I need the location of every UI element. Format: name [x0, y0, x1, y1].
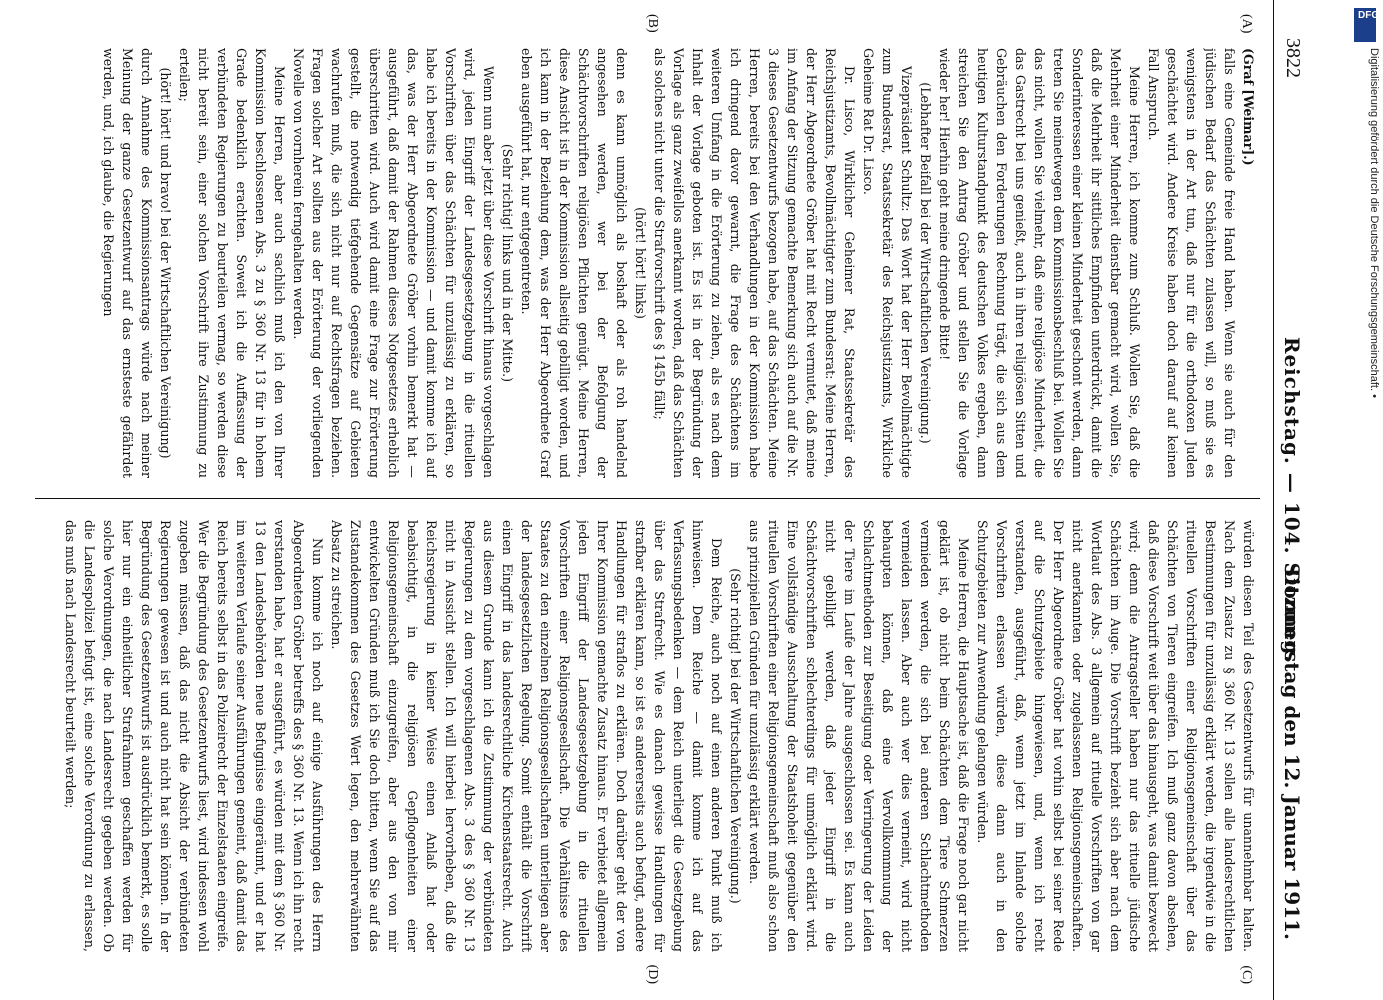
page-number: 3822 — [1282, 38, 1304, 78]
paragraph: Vizepräsident Schultz: Das Wort hat der Herr Bevollmächtigte zum Bundesrat, Staatssekretär des Reichsjustizamts, Wirkliche Geheime Rat Dr. Lisco. — [861, 48, 914, 478]
margin-marker-b: (B) — [645, 14, 660, 33]
paragraph: falls eine Gemeinde freie Hand haben. Wenn sie auch für den jüdischen Bedarf das Schächten zulassen will, so muß sie es wenigstens in der Art tun, daß nur für die orthodoxen Juden geschächtet wird. Andere Kreise haben doch darauf auf keinen Fall Anspruch. — [1146, 48, 1237, 478]
interjection: (Sehr richtig! bei der Wirtschaftlichen Vereinigung.) — [728, 568, 743, 904]
paragraph: Meine Herren, ich komme zum Schluß. Wollen Sie, daß die Mehrheit einer Minderheit dienstbar gemacht wird, wollen Sie, daß die Mehrheit ihr sittliches Empfinden unterdrückt, damit die Sonderinteressen einer kleinen Minderheit geschont werden, dann treten Sie meinetwegen dem Kommissionsbeschluß bei. Wollen Sie das nicht, wollen Sie vielmehr, daß eine religiöse Minderheit, die das Gastrecht bei uns genießt, auch in ihren religiösen Sitten und Gebräuchen den Forderungen Rechnung trägt, die sich aus dem heutigen Kulturstandpunkt des deutschen Volkes ergeben, dann streichen Sie den Antrag Gröber und stellen Sie die Vorlage wieder her! Hierhin geht meine dringende Bitte! — [937, 48, 1142, 478]
dfg-logo: DFG — [1354, 8, 1376, 42]
paragraph: denn es kann unmöglich als boshaft oder als roh handelnd angesehen werden, wer bei der Befolgung der Schächtvorschriften religiösen Pflichten genügt. Meine Herren, diese Ansicht ist in der Kommission allseitig gebilligt worden, und ich kann in der Beziehung dem, was der Herr Abgeordnete Graf eben ausgeführt hat, nur entgegentreten. — [519, 48, 629, 478]
interjection: (hört! hört! und bravo! bei der Wirtschaftlichen Vereinigung) — [158, 67, 173, 459]
paragraph: Dr. Lisco, Wirklicher Geheimer Rat, Staatssekretär des Reichsjustizamts, Bevollmächtigter zum Bundesrat: Meine Herren, der Herr Abgeordnete Gröber hat mit Recht vermutet, daß meine im Anfang der Sitzung gemachte Bemerkung sich auch auf die Nr. 3 dieses Gesetzentwurfs bezogen habe, auf das Schächten. Meine Herren, bereits bei den Verhandlungen in der Kommission habe ich dringend davor gewarnt, die Frage des Schächtens im weiteren Umfang in die Erörterung zu ziehen, als es nach dem Inhalt der Vorlage geboten ist. Es ist in der Begründung der Vorlage als ganz zweifellos anerkannt worden, daß das Schächten als solches nicht unter die Strafvorschrift des § 145b fällt; — [652, 48, 857, 478]
funding-note: Digitalisierung gefördert durch die Deutsche Forschungsgemeinschaft. • — [1368, 48, 1380, 398]
interjection: (Sehr richtig! links und in der Mitte.) — [500, 143, 515, 383]
interjection: (hört! hört! links) — [633, 207, 648, 319]
column-divider — [35, 498, 1260, 499]
paragraph: Dem Reiche, auch noch auf einen anderen Punkt muß ich hinweisen. Dem Reiche — damit komme ich auf das Verfassungsbedenken — dem Reich unterliegt die Gesetzgebung über das Strafrecht. Wie es danach gewisse Handlungen für strafbar erklären kann, so ist es andererseits auch befugt, andere Handlungen für straflos zu erklären. Doch darüber geht der von Ihrer Kommission gemachte Zusatz hinaus. Er verbietet allgemein jeden Eingriff der Landesgesetzgebung in die rituellen Vorschriften einer Religionsgesellschaft. Die Verhältnisse des Staates zu den einzelnen Religionsgesellschaften unterliegen aber der landesgesetzlichen Regelung. Somit enthält die Vorschrift einen Eingriff in das landesrechtliche Kirchenstaatsrecht. Auch aus diesem Grunde kann ich die Zustimmung der verbündeten Regierungen zu dem vorgeschlagenen Abs. 3 des § 360 Nr. 13 nicht in Aussicht stellen. Ich will hierbei hervorheben, daß die Reichsregierung in keiner Weise einen Anlaß hat oder beabsichtigt, in die religiösen Gepflogenheiten einer Religionsgemeinschaft einzugreifen, aber aus den von mir entwickelten Gründen muß ich Sie doch bitten, wenn Sie auf das Zustandekommen des Gesetzes Wert legen, den mehrerwähnten Absatz zu streichen. — [329, 520, 724, 952]
paragraph: Meine Herren, aber auch sachlich muß ich den von Ihrer Kommission beschlossenen Abs. 3 zu § 360 Nr. 13 für in hohem Grade bedenklich erachten. Soweit ich die Auffassung der verbündeten Regierungen zu beurteilen vermag, so werden diese nicht bereit sein, einer solchen Vorschrift ihre Zustimmung zu erteilen; — [177, 48, 287, 478]
speaker-tag: (Graf [Weimar].) — [1241, 48, 1256, 166]
paragraph: Nun komme ich noch auf einige Ausführungen des Herrn Abgeordneten Gröber betreffs des § 360 Nr. 13. Wenn ich ihn recht verstanden habe, hat er ausgeführt, es würden mit dem § 360 Nr. 13 den Landesbehörden neue Befugnisse eingeräumt, und er hat im weiteren Verlaufe seiner Ausführungen gemeint, daß damit das Reich bereits selbst in das Polizeirecht der Einzelstaaten eingreife. Wer die Begründung des Gesetzentwurfs liest, wird indessen wohl zugeben müssen, daß das nicht die Absicht der verbündeten Regierungen gewesen ist und auch nicht hat sein können. In der Begründung des Gesetzentwurfs ist ausdrücklich bemerkt, es solle hier nur ein einheitlicher Strafrahmen geschaffen werden für solche Verordnungen, die nach Landesrecht gegeben werden. Ob die Landespolizei befugt ist, eine solche Verordnung zu erlassen, das muß nach Landesrecht beurteilt werden; — [63, 520, 325, 952]
margin-marker-d: (D) — [645, 964, 660, 984]
left-column — [38, 48, 1258, 478]
paragraph: würden diesen Teil des Gesetzentwurfs für unannehmbar halten. Nach dem Zusatz zu § 360 Nr. 13 sollen alle landesrechtlichen Bestimmungen für unzulässig erklärt werden, die irgendwie in die rituellen Vorschriften einer Religionsgemeinschaft über das Schächten von Tieren eingreifen. Ich muß ganz davon absehen, daß diese Vorschrift weit über das hinausgeht, was damit bezweckt wird; denn die Antragsteller haben nur das rituelle jüdische Schächten im Auge. Die Vorschrift bezieht sich aber nach dem Wortlaut des Abs. 3 allgemein auf rituelle Vorschriften von gar nicht anerkannten oder zugelassenen Religionsgemeinschaften. Der Herr Abgeordnete Gröber hat vorhin selbst bei seiner Rede auf die Schutzgebiete hingewiesen, und, wenn ich recht verstanden, ausgeführt, daß, wenn jetzt im Inlande solche Vorschriften erlassen würden, diese dann auch in den Schutzgebieten zur Anwendung gelangen würden. — [975, 520, 1256, 952]
paragraph: durch Annahme des Kommissionsantrags würde nach meiner Meinung der ganze Gesetzentwurf auf das ernsteste gefährdet werden, und, ich glaube, die Regierungen — [101, 48, 154, 478]
paragraph: Meine Herren, die Hauptsache ist, daß die Frage noch gar nicht geklärt ist, ob nicht beim Schächten dem Tiere Schmerzen vermieden werden, die sich bei anderen Schlachtmethoden vermeiden lassen. Aber auch wer dies verneint, wird nicht behaupten können, daß eine Vervollkommnung der Schlachtmethoden zur Beseitigung oder Verringerung der Leiden der Tiere im Laufe der Jahre ausgeschlossen sei. Es kann auch nicht gebilligt werden, daß jeder Eingriff in die Schächtvorschriften schlechterdings für unmöglich erklärt wird. Eine vollständige Ausschaltung der Staatshoheit gegenüber den rituellen Vorschriften einer Religionsgemeinschaft muß also schon aus prinzipiellen Gründen für unzulässig erklärt werden. — [747, 520, 971, 952]
digitization-caption — [1352, 8, 1382, 992]
right-column — [38, 520, 1258, 952]
margin-marker-a: (A) — [1239, 14, 1254, 34]
paragraph: Wenn nun aber jetzt über diese Vorschrift hinaus vorgeschlagen wird, jeden Eingriff der Landesgesetzgebung in die rituellen Vorschriften über das Schächten für unzulässig zu erklären, so habe ich bereits in der Kommission — und damit komme ich auf das, was der Herr Abgeordnete Gröber vorhin bemerkt hat — ausgeführt, daß damit der Rahmen dieses Notgesetzes erheblich überschritten wird. Auch wird damit eine Frage zur Erörterung gestellt, die notwendig tiefgehende Gegensätze auf Gebieten wachrufen muß, die sich nicht nur auf Rechtsfragen beziehen. Fragen solcher Art sollten aus der Erörterung der vorliegenden Novelle von vornherein ferngehalten werden. — [291, 48, 496, 478]
session-date: Donnerstag den 12. Januar 1911. — [1280, 568, 1304, 940]
rotated-page — [10, 0, 1310, 1000]
interjection: (Lebhafter Beifall bei der Wirtschaftlichen Vereinigung.) — [918, 82, 933, 444]
session-title: Reichstag. — 104. Sitzung. — [1280, 336, 1304, 664]
page-header — [1273, 0, 1310, 1000]
margin-marker-c: (C) — [1239, 965, 1254, 984]
